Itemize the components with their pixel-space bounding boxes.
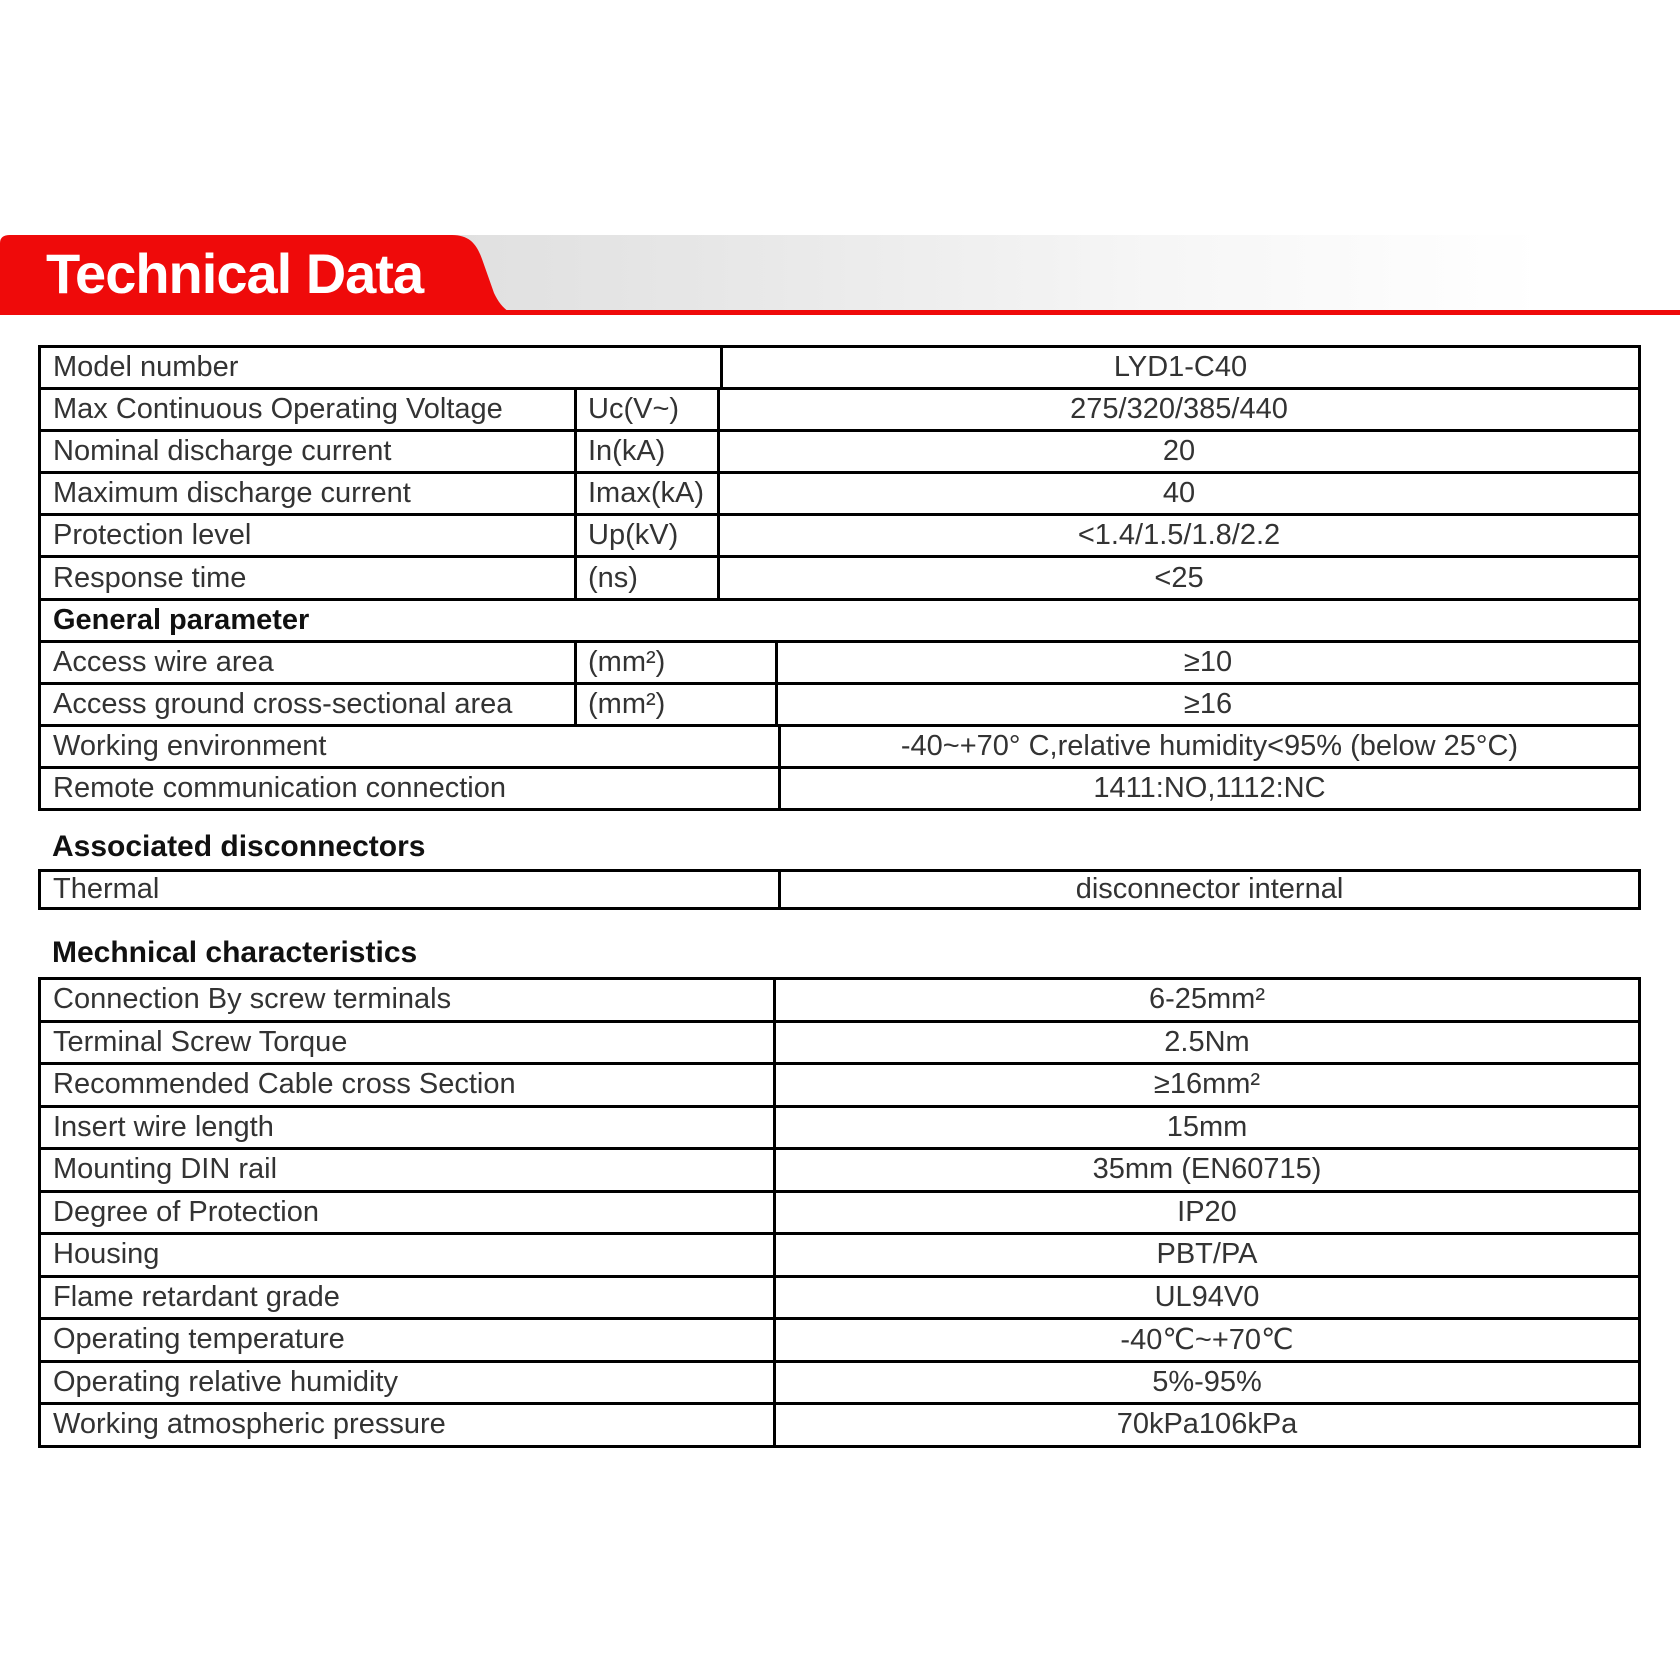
table-row bbox=[41, 727, 1638, 769]
row-unit: (mm²) bbox=[577, 643, 778, 682]
row-label: Recommended Cable cross Section bbox=[41, 1065, 776, 1105]
row-label: Remote communication connection bbox=[41, 769, 781, 808]
row-label: Access ground cross-sectional area bbox=[41, 685, 577, 724]
row-value: LYD1-C40 bbox=[1113, 351, 1248, 384]
table-row bbox=[41, 980, 1638, 1023]
row-label: Operating relative humidity bbox=[41, 1363, 776, 1403]
table-row bbox=[41, 872, 1638, 910]
row-value: <25 bbox=[1154, 561, 1204, 594]
row-label: Access wire area bbox=[41, 643, 577, 682]
row-label: Protection level bbox=[41, 516, 577, 555]
table-row bbox=[41, 643, 1638, 685]
row-value: disconnector internal bbox=[1075, 873, 1344, 905]
table-row bbox=[41, 558, 1638, 600]
row-label: Terminal Screw Torque bbox=[41, 1023, 776, 1063]
row-unit: Uc(V~) bbox=[577, 390, 720, 429]
row-value: 1411:NO,1112:NC bbox=[1093, 771, 1326, 804]
row-value: 20 bbox=[1162, 435, 1196, 468]
row-label: Mounting DIN rail bbox=[41, 1150, 776, 1190]
table-row bbox=[41, 769, 1638, 811]
table-row bbox=[41, 1235, 1638, 1278]
row-value: <1.4/1.5/1.8/2.2 bbox=[1077, 519, 1281, 552]
page-title: Technical Data bbox=[46, 242, 424, 305]
row-label: Connection By screw terminals bbox=[41, 980, 776, 1020]
table-row bbox=[41, 474, 1638, 516]
row-label: Degree of Protection bbox=[41, 1193, 776, 1233]
table-row bbox=[41, 1065, 1638, 1108]
technical-data-banner bbox=[0, 235, 1680, 315]
row-unit: In(kA) bbox=[577, 432, 720, 471]
table-row bbox=[41, 1278, 1638, 1321]
associated-disconnectors-heading: Associated disconnectors bbox=[52, 830, 426, 863]
spec-table bbox=[38, 345, 1641, 811]
row-value: ≥16mm² bbox=[1153, 1068, 1261, 1101]
row-value: 70kPa106kPa bbox=[1116, 1408, 1298, 1441]
table-row bbox=[41, 432, 1638, 474]
row-value: 35mm (EN60715) bbox=[1092, 1153, 1322, 1186]
row-label: Maximum discharge current bbox=[41, 474, 577, 513]
table-row bbox=[41, 601, 1638, 643]
row-label: Working environment bbox=[41, 727, 781, 766]
section-header: General parameter bbox=[53, 603, 310, 636]
row-value: 275/320/385/440 bbox=[1070, 393, 1288, 426]
row-label: Working atmospheric pressure bbox=[41, 1405, 776, 1445]
row-value: -40~+70° C,relative humidity<95% (below 25°C) bbox=[900, 729, 1519, 762]
row-label: Response time bbox=[41, 558, 577, 597]
row-unit: (ns) bbox=[577, 558, 720, 597]
row-value: -40℃~+70℃ bbox=[1120, 1324, 1294, 1357]
row-unit: (mm²) bbox=[577, 685, 778, 724]
table-row bbox=[41, 1023, 1638, 1066]
table-row bbox=[41, 1193, 1638, 1236]
row-label: Housing bbox=[41, 1235, 776, 1275]
row-label: Flame retardant grade bbox=[41, 1278, 776, 1318]
row-value: UL94V0 bbox=[1154, 1280, 1260, 1313]
associated-disconnectors-table bbox=[38, 869, 1641, 910]
table-row bbox=[41, 1363, 1638, 1406]
row-value: 40 bbox=[1162, 477, 1196, 510]
row-value: 2.5Nm bbox=[1164, 1025, 1250, 1058]
row-value: 5%-95% bbox=[1152, 1365, 1262, 1398]
row-label: Thermal bbox=[41, 872, 781, 907]
table-row bbox=[41, 516, 1638, 558]
table-row bbox=[41, 1108, 1638, 1151]
table-row bbox=[41, 1150, 1638, 1193]
table-row bbox=[41, 348, 1638, 390]
row-value: 15mm bbox=[1166, 1110, 1248, 1143]
mechanical-characteristics-table bbox=[38, 977, 1641, 1448]
row-unit: Up(kV) bbox=[577, 516, 720, 555]
table-row bbox=[41, 390, 1638, 432]
row-value: IP20 bbox=[1177, 1195, 1237, 1228]
table-row bbox=[41, 1320, 1638, 1363]
row-value: ≥16 bbox=[1183, 687, 1233, 720]
table-row bbox=[41, 685, 1638, 727]
row-unit: Imax(kA) bbox=[577, 474, 720, 513]
row-value: 6-25mm² bbox=[1148, 983, 1265, 1016]
row-value: PBT/PA bbox=[1156, 1238, 1258, 1271]
row-label: Model number bbox=[41, 348, 723, 387]
row-label: Insert wire length bbox=[41, 1108, 776, 1148]
row-label: Operating temperature bbox=[41, 1320, 776, 1360]
table-row bbox=[41, 1405, 1638, 1448]
row-label: Nominal discharge current bbox=[41, 432, 577, 471]
row-value: ≥10 bbox=[1183, 645, 1233, 678]
row-label: Max Continuous Operating Voltage bbox=[41, 390, 577, 429]
mechanical-characteristics-heading: Mechnical characteristics bbox=[52, 936, 418, 969]
